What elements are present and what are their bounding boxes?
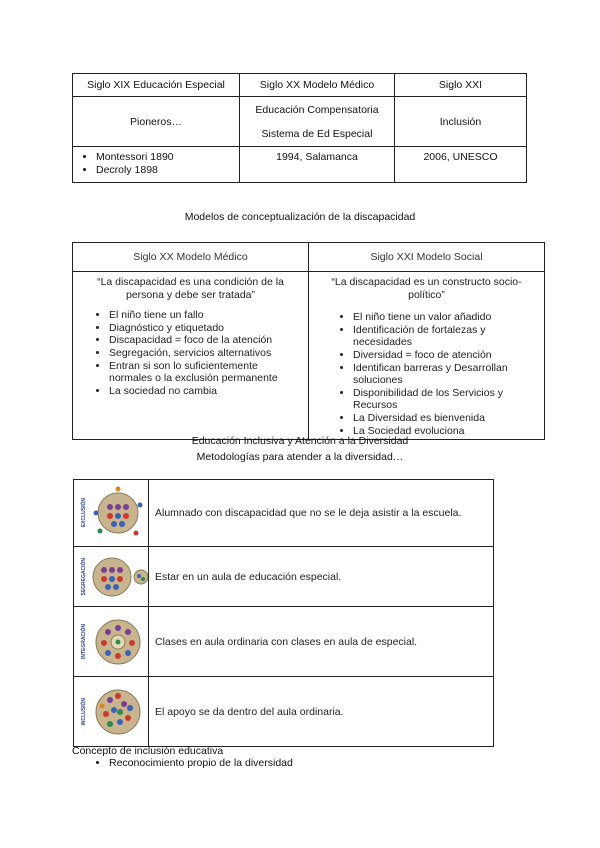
list-item: • La sociedad no cambia [109, 385, 302, 398]
medical-list [79, 309, 302, 397]
segregation-icon [90, 552, 148, 602]
exclusion-icon [90, 485, 146, 541]
list-item: • Decroly 1898 [96, 164, 238, 177]
inclusion-text: El apoyo se da dentro del aula ordinaria. [149, 677, 494, 747]
list-item: • Identifican barreras y Desarrollan soluciones [353, 362, 538, 387]
inclusive-subtitle: Metodologías para atender a la diversidad… [196, 451, 404, 463]
list-item: • Disponibilidad de los Servicios y Recursos [353, 387, 538, 412]
social-model-cell [309, 272, 545, 440]
segregation-text: Estar en un aula de educación especial. [149, 547, 494, 607]
header-siglo-xxi: Siglo XXI [395, 74, 527, 97]
list-item: • Montessori 1890 [96, 151, 238, 164]
compensatoria-line: Educación Compensatoria [255, 103, 379, 116]
list-item: • Reconocimiento propio de la diversidad [109, 757, 293, 769]
segregation-icon-cell [74, 547, 149, 607]
ed-especial-line: Sistema de Ed Especial [261, 127, 373, 140]
list-item: • Discapacidad = foco de la atención [109, 334, 302, 347]
list-item: • La Sociedad evoluciona [353, 425, 538, 438]
exclusion-icon-cell [74, 480, 149, 547]
list-item: • Identificación de fortalezas y necesidades [353, 324, 538, 349]
social-list [315, 311, 538, 437]
list-item: • El niño tiene un fallo [109, 309, 302, 322]
exclusion-label: EXCLUSIÓN [81, 498, 87, 528]
integration-icon-cell [74, 607, 149, 677]
methods-table [73, 479, 494, 747]
concept-title: Concepto de inclusión educativa [72, 745, 224, 757]
models-title: Modelos de conceptualización de la discapacidad [184, 211, 416, 223]
integration-icon [90, 614, 146, 670]
list-item: • La Diversidad es bienvenida [353, 412, 538, 425]
list-item: • Entran si son lo suficientemente normales o la exclusión permanente [109, 360, 302, 385]
inclusion-label: INCLUSIÓN [81, 697, 87, 726]
inclusion-icon-cell [74, 677, 149, 747]
cell-unesco: 2006, UNESCO [395, 147, 527, 183]
list-item: • Diversidad = foco de atención [353, 349, 538, 362]
history-table [72, 73, 527, 183]
segregation-label: SEGREGACIÓN [81, 557, 87, 596]
cell-compensatoria [240, 97, 395, 147]
header-siglo-xix: Siglo XIX Educación Especial [73, 74, 240, 97]
inclusion-icon [90, 684, 146, 740]
cell-pioneros: Pioneros… [73, 97, 240, 147]
list-item: • El niño tiene un valor añadido [353, 311, 538, 324]
cell-inclusion: Inclusión [395, 97, 527, 147]
inclusive-title: Educación Inclusiva y Atención a la Diversidad [191, 435, 409, 447]
integration-text: Clases en aula ordinaria con clases en aula de especial. [149, 607, 494, 677]
concept-section [72, 745, 293, 769]
cell-salamanca: 1994, Salamanca [240, 147, 395, 183]
header-medical-model: Siglo XX Modelo Médico [73, 243, 309, 272]
models-table [72, 242, 545, 440]
social-quote: “La discapacidad es un constructo socio-político” [331, 276, 522, 301]
list-item: • Segregación, servicios alternativos [109, 347, 302, 360]
medical-quote: “La discapacidad es una condición de la persona y debe ser tratada” [97, 276, 284, 301]
medical-model-cell [73, 272, 309, 440]
exclusion-text: Alumnado con discapacidad que no se le deja asistir a la escuela. [149, 480, 494, 547]
pioneers-list [74, 151, 238, 177]
cell-pioneers-list [73, 147, 240, 183]
list-item: • Diagnóstico y etiquetado [109, 322, 302, 335]
concept-list [72, 757, 293, 769]
integration-label: INTEGRACIÓN [81, 624, 87, 659]
header-social-model: Siglo XXI Modelo Social [309, 243, 545, 272]
header-siglo-xx: Siglo XX Modelo Médico [240, 74, 395, 97]
